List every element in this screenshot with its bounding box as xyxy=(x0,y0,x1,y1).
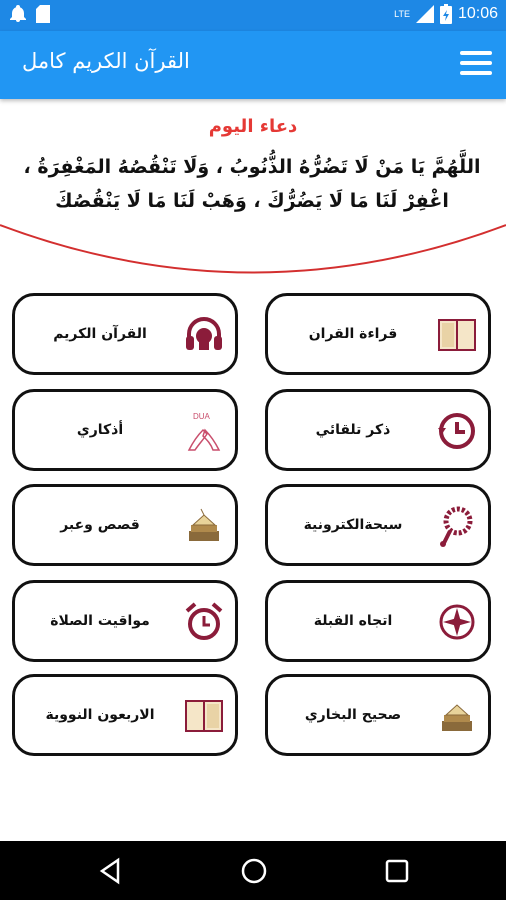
button-label: ذكر تلقائي xyxy=(315,422,391,438)
quran-audio-button[interactable] xyxy=(12,293,238,375)
system-nav-bar xyxy=(0,841,506,900)
svg-text:DUA: DUA xyxy=(193,412,210,421)
e-tasbih-button[interactable] xyxy=(265,484,491,566)
stories-button[interactable] xyxy=(12,484,238,566)
dua-title: دعاء اليوم xyxy=(208,116,298,137)
menu-icon-line xyxy=(460,71,492,75)
network-type: LTE xyxy=(394,9,410,19)
back-icon[interactable] xyxy=(96,857,124,885)
read-quran-button[interactable] xyxy=(265,293,491,375)
book-icon xyxy=(183,695,225,737)
button-label: اتجاه القبلة xyxy=(313,613,393,629)
button-label: صحيح البخاري xyxy=(304,707,402,723)
menu-icon-line xyxy=(460,61,492,65)
my-adhkar-button[interactable] xyxy=(12,389,238,471)
battery-icon xyxy=(440,4,452,24)
button-label: قراءة القران xyxy=(308,326,398,342)
alarm-clock-icon xyxy=(183,601,225,643)
sd-card-icon xyxy=(36,5,50,23)
button-label: القرآن الكريم xyxy=(53,326,147,342)
button-label: سبحةالكترونية xyxy=(303,517,403,533)
sahih-bukhari-button[interactable] xyxy=(265,674,491,756)
menu-icon-line xyxy=(460,51,492,55)
button-label: الاربعون النووية xyxy=(45,707,155,723)
prayer-beads-icon xyxy=(436,505,478,547)
dua-hands-icon xyxy=(183,410,225,452)
decorative-arc xyxy=(0,180,506,280)
book-icon xyxy=(436,314,478,356)
button-label: قصص وعبر xyxy=(60,517,140,533)
auto-dhikr-button[interactable] xyxy=(265,389,491,471)
books-stack-icon xyxy=(436,695,478,737)
notification-bell-icon xyxy=(10,5,26,23)
prayer-times-button[interactable] xyxy=(12,580,238,662)
qibla-direction-button[interactable] xyxy=(265,580,491,662)
menu-button[interactable] xyxy=(460,51,492,79)
app-title: القرآن الكريم كامل xyxy=(22,49,190,73)
button-label: مواقيت الصلاة xyxy=(50,613,150,629)
forty-hadith-button[interactable] xyxy=(12,674,238,756)
clock: 10:06 xyxy=(457,5,498,22)
home-icon[interactable] xyxy=(240,857,268,885)
button-label: أذكاري xyxy=(76,422,124,438)
signal-icon xyxy=(416,5,434,23)
timer-icon xyxy=(436,410,478,452)
dua-text: اللَّهُمَّ يَا مَنْ لَا تَضُرُّهُ الذُّنُوبُ ، وَلَا تَنْقُصُهُ المَغْفِرَةُ ، اغْفِرْ لَنَا مَا لَا يَضُرُّكَ ، وَهَبْ لَنَا مَا لَا يَنْقُصُكَ xyxy=(23,156,481,212)
app-bar xyxy=(0,31,506,99)
recents-icon[interactable] xyxy=(383,857,411,885)
books-stack-icon xyxy=(183,505,225,547)
headphones-icon xyxy=(183,314,225,356)
compass-icon xyxy=(436,601,478,643)
status-bar xyxy=(0,0,506,31)
